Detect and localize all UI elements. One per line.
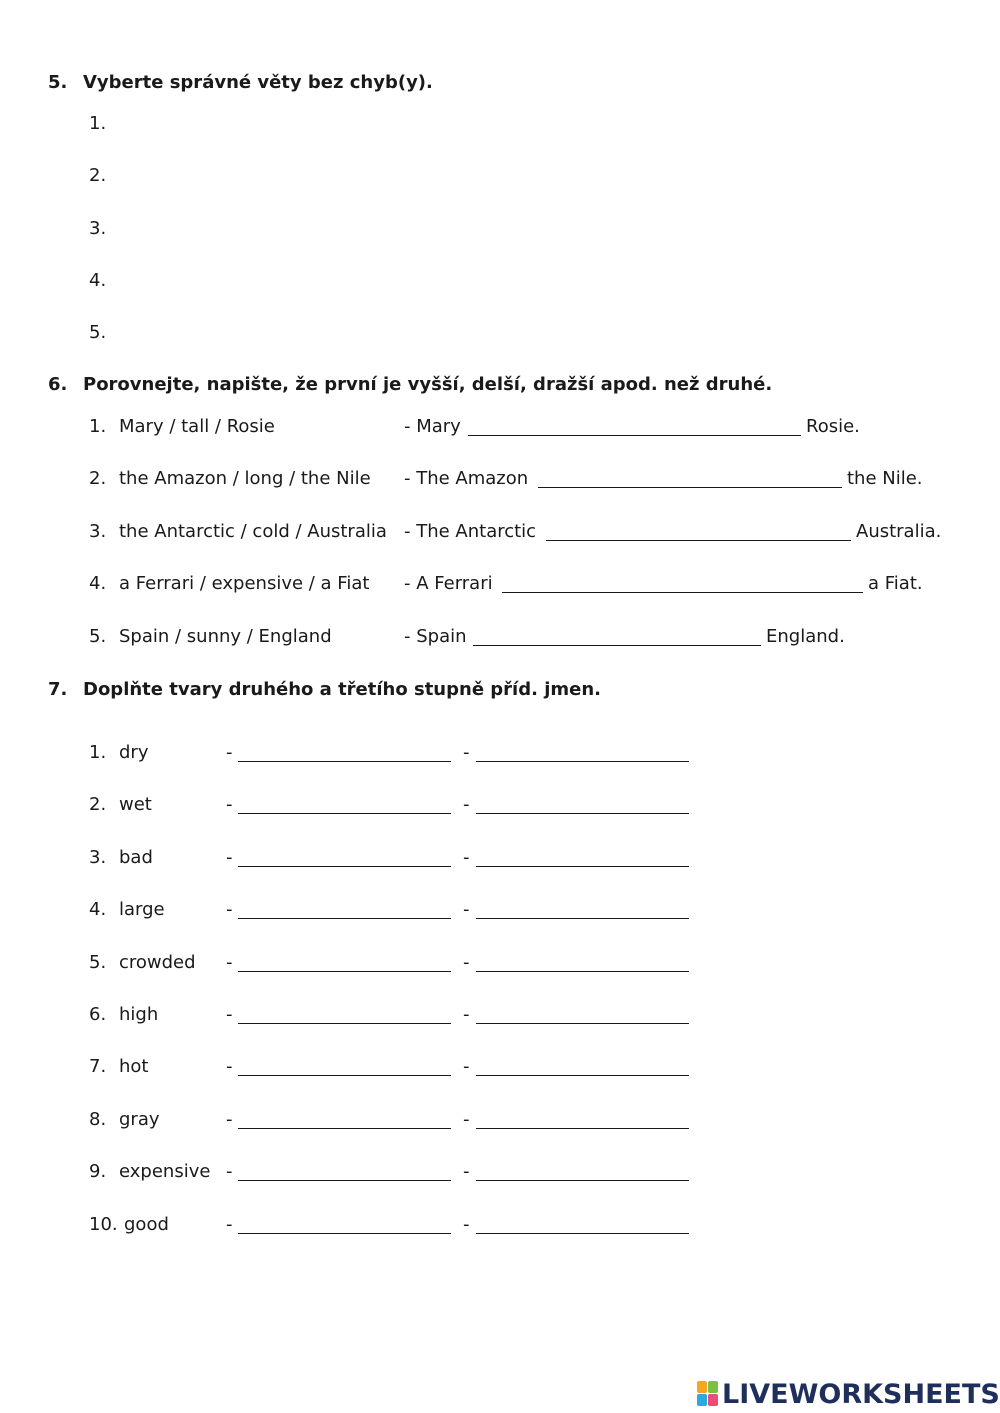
comparative-blank[interactable] (238, 761, 451, 762)
superlative-blank[interactable] (476, 1075, 689, 1076)
comparative-blank[interactable] (238, 1023, 451, 1024)
section-7-item-number: 8. (89, 1109, 107, 1130)
section-7-dash: - (226, 1056, 233, 1077)
liveworksheets-logo (697, 1378, 1000, 1410)
section-6-item-end: a Fiat. (868, 573, 923, 594)
section-7-dash: - (463, 1161, 470, 1182)
section-7-item-word: expensive (119, 1161, 211, 1182)
section-7-dash: - (463, 742, 470, 763)
superlative-blank[interactable] (476, 761, 689, 762)
superlative-blank[interactable] (476, 1233, 689, 1234)
comparative-blank[interactable] (238, 866, 451, 867)
section-7-item-word: hot (119, 1056, 149, 1077)
section-7-item-number: 2. (89, 794, 107, 815)
section-6-item-number: 3. (89, 521, 107, 542)
section-6-answer-blank[interactable] (468, 435, 801, 436)
section-7-item-word: bad (119, 847, 153, 868)
section-7-item-number: 10. (89, 1214, 118, 1235)
section-5-item-4: 4. (89, 270, 107, 291)
section-5-item-3: 3. (89, 218, 107, 239)
comparative-blank[interactable] (238, 813, 451, 814)
section-6-heading: Porovnejte, napište, že první je vyšší, delší, dražší apod. než druhé. (83, 374, 773, 395)
section-7-dash: - (226, 742, 233, 763)
comparative-blank[interactable] (238, 1180, 451, 1181)
section-7-item-number: 4. (89, 899, 107, 920)
section-7-heading: Doplňte tvary druhého a třetího stupně příd. jmen. (83, 679, 602, 700)
section-7-dash: - (226, 899, 233, 920)
section-7-dash: - (226, 1214, 233, 1235)
section-6-item-prompt: the Amazon / long / the Nile (119, 468, 371, 489)
section-7-item-number: 6. (89, 1004, 107, 1025)
section-6-item-prompt: a Ferrari / expensive / a Fiat (119, 573, 370, 594)
comparative-blank[interactable] (238, 918, 451, 919)
section-6-item-start: - The Antarctic (404, 521, 537, 542)
section-7-dash: - (463, 1056, 470, 1077)
section-6-item-number: 5. (89, 626, 107, 647)
section-7-dash: - (463, 794, 470, 815)
section-6-number: 6. (48, 374, 68, 395)
section-6-item-start: - A Ferrari (404, 573, 493, 594)
superlative-blank[interactable] (476, 866, 689, 867)
section-6-item-start: - Mary (404, 416, 461, 437)
superlative-blank[interactable] (476, 1023, 689, 1024)
section-7-item-word: gray (119, 1109, 160, 1130)
section-5-item-1: 1. (89, 113, 107, 134)
section-6-item-number: 4. (89, 573, 107, 594)
superlative-blank[interactable] (476, 1180, 689, 1181)
section-7-dash: - (226, 952, 233, 973)
superlative-blank[interactable] (476, 971, 689, 972)
section-6-answer-blank[interactable] (473, 645, 761, 646)
section-6-item-start: - The Amazon (404, 468, 529, 489)
section-7-item-number: 9. (89, 1161, 107, 1182)
comparative-blank[interactable] (238, 971, 451, 972)
section-7-dash: - (463, 1004, 470, 1025)
section-7-dash: - (463, 952, 470, 973)
comparative-blank[interactable] (238, 1075, 451, 1076)
section-7-dash: - (226, 1109, 233, 1130)
section-7-item-number: 5. (89, 952, 107, 973)
section-7-item-word: good (124, 1214, 169, 1235)
section-7-dash: - (463, 1109, 470, 1130)
section-6-item-end: Rosie. (806, 416, 860, 437)
section-7-dash: - (226, 847, 233, 868)
section-7-item-word: crowded (119, 952, 196, 973)
section-6-item-end: the Nile. (847, 468, 923, 489)
section-7-dash: - (463, 1214, 470, 1235)
section-7-dash: - (463, 847, 470, 868)
liveworksheets-logo-text: LIVEWORKSHEETS (722, 1378, 1000, 1410)
section-7-item-number: 3. (89, 847, 107, 868)
superlative-blank[interactable] (476, 813, 689, 814)
section-7-item-word: high (119, 1004, 159, 1025)
section-7-dash: - (226, 1161, 233, 1182)
section-6-item-number: 1. (89, 416, 107, 437)
section-5-heading: Vyberte správné věty bez chyb(y). (83, 72, 433, 93)
section-6-answer-blank[interactable] (538, 487, 842, 488)
section-7-dash: - (463, 899, 470, 920)
section-7-item-word: dry (119, 742, 149, 763)
comparative-blank[interactable] (238, 1128, 451, 1129)
section-6-item-start: - Spain (404, 626, 467, 647)
section-5-item-2: 2. (89, 165, 107, 186)
section-6-item-number: 2. (89, 468, 107, 489)
superlative-blank[interactable] (476, 918, 689, 919)
section-7-dash: - (226, 794, 233, 815)
section-6-item-prompt: the Antarctic / cold / Australia (119, 521, 387, 542)
section-7-dash: - (226, 1004, 233, 1025)
section-7-item-number: 7. (89, 1056, 107, 1077)
section-7-item-number: 1. (89, 742, 107, 763)
comparative-blank[interactable] (238, 1233, 451, 1234)
section-6-item-prompt: Spain / sunny / England (119, 626, 332, 647)
section-6-item-prompt: Mary / tall / Rosie (119, 416, 275, 437)
section-6-answer-blank[interactable] (546, 540, 851, 541)
liveworksheets-logo-icon (697, 1381, 719, 1407)
section-5-item-5: 5. (89, 322, 107, 343)
section-6-item-end: Australia. (856, 521, 942, 542)
section-7-item-word: large (119, 899, 165, 920)
section-7-item-word: wet (119, 794, 152, 815)
section-6-item-end: England. (766, 626, 845, 647)
section-5-number: 5. (48, 72, 68, 93)
section-7-number: 7. (48, 679, 68, 700)
section-6-answer-blank[interactable] (502, 592, 863, 593)
superlative-blank[interactable] (476, 1128, 689, 1129)
